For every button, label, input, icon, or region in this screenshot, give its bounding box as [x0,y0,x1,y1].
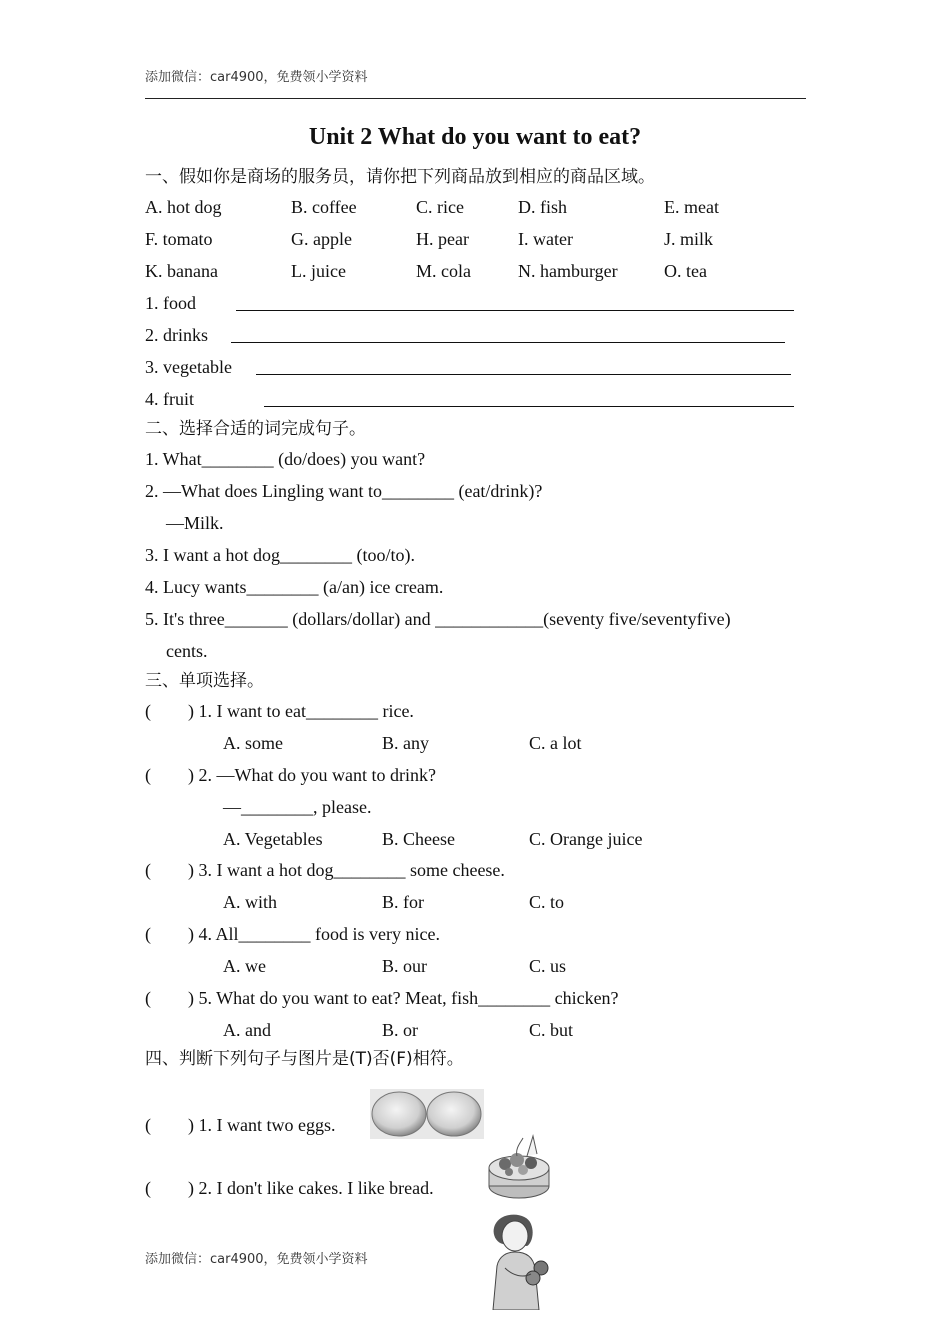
q5-option-c: C. but [529,1020,574,1040]
q3-option-a: A. with [223,892,277,912]
item-pear: H. pear [416,229,469,249]
q3-option-c: C. to [529,892,565,912]
item-hot-dog: A. hot dog [145,197,222,217]
fill-blank-4: 4. Lucy wants________ (a/an) ice cream. [145,577,444,597]
answer-line-fruit[interactable] [264,406,794,407]
item-fish: D. fish [518,197,567,217]
footer-text: 添加微信：car4900，免费领小学资料 [145,1252,368,1267]
item-rice: C. rice [416,197,464,217]
question-2: ) 2. —What do you want to drink? [188,765,436,785]
question-1: ) 1. I want to eat________ rice. [188,701,414,721]
item-meat: E. meat [664,197,719,217]
answer-line-vegetable[interactable] [256,374,791,375]
q3-option-b: B. for [382,892,424,912]
eggs-illustration [370,1089,484,1139]
item-hamburger: N. hamburger [518,261,618,281]
q4-option-c: C. us [529,956,567,976]
fill-blank-2: 2. —What does Lingling want to________ (eat/drink)? [145,481,543,501]
item-juice: L. juice [291,261,346,281]
q1-option-b: B. any [382,733,429,753]
question-3: ) 3. I want a hot dog________ some cheese. [188,860,505,880]
answer-bracket[interactable]: ( [145,1178,151,1198]
cake-illustration [487,1128,551,1202]
item-water: I. water [518,229,573,249]
q5-option-b: B. or [382,1020,418,1040]
q4-option-b: B. our [382,956,427,976]
q4-option-a: A. we [223,956,266,976]
q2-option-c: C. Orange juice [529,829,643,849]
item-apple: G. apple [291,229,352,249]
section2-heading: 二、选择合适的词完成句子。 [145,419,366,439]
question-5: ) 5. What do you want to eat? Meat, fish________ chicken? [188,988,619,1008]
answer-bracket[interactable]: ( [145,1115,151,1135]
fill-blank-5: 5. It's three_______ (dollars/dollar) and ____________(seventy five/seventyfive) [145,609,731,629]
fill-blank-5-cont: cents. [166,641,208,661]
q2-reply: —________, please. [223,797,372,817]
judge-item-2: ) 2. I don't like cakes. I like bread. [188,1178,434,1198]
category-food: 1. food [145,293,196,313]
q2-option-a: A. Vegetables [223,829,323,849]
item-tomato: F. tomato [145,229,213,249]
category-vegetable: 3. vegetable [145,357,232,377]
answer-bracket[interactable]: ( [145,860,151,880]
q2-option-b: B. Cheese [382,829,455,849]
header-divider [145,98,806,99]
item-cola: M. cola [416,261,471,281]
page-title: Unit 2 What do you want to eat? [308,124,642,150]
question-4: ) 4. All________ food is very nice. [188,924,440,944]
item-tea: O. tea [664,261,707,281]
fill-blank-2-reply: —Milk. [166,513,224,533]
q1-option-a: A. some [223,733,283,753]
judge-item-1: ) 1. I want two eggs. [188,1115,336,1135]
header-text: 添加微信：car4900，免费领小学资料 [145,70,368,85]
answer-bracket[interactable]: ( [145,765,151,785]
section1-heading: 一、假如你是商场的服务员，请你把下列商品放到相应的商品区域。 [145,167,655,187]
section3-heading: 三、单项选择。 [145,671,264,691]
q5-option-a: A. and [223,1020,271,1040]
answer-bracket[interactable]: ( [145,988,151,1008]
answer-line-food[interactable] [236,310,794,311]
fill-blank-3: 3. I want a hot dog________ (too/to). [145,545,415,565]
item-coffee: B. coffee [291,197,357,217]
q1-option-c: C. a lot [529,733,582,753]
section4-heading: 四、判断下列句子与图片是(T)否(F)相符。 [145,1049,464,1069]
answer-bracket[interactable]: ( [145,924,151,944]
category-fruit: 4. fruit [145,389,194,409]
answer-line-drinks[interactable] [231,342,785,343]
category-drinks: 2. drinks [145,325,208,345]
fill-blank-1: 1. What________ (do/does) you want? [145,449,426,469]
answer-bracket[interactable]: ( [145,701,151,721]
girl-illustration [483,1212,557,1310]
item-milk: J. milk [664,229,714,249]
item-banana: K. banana [145,261,218,281]
